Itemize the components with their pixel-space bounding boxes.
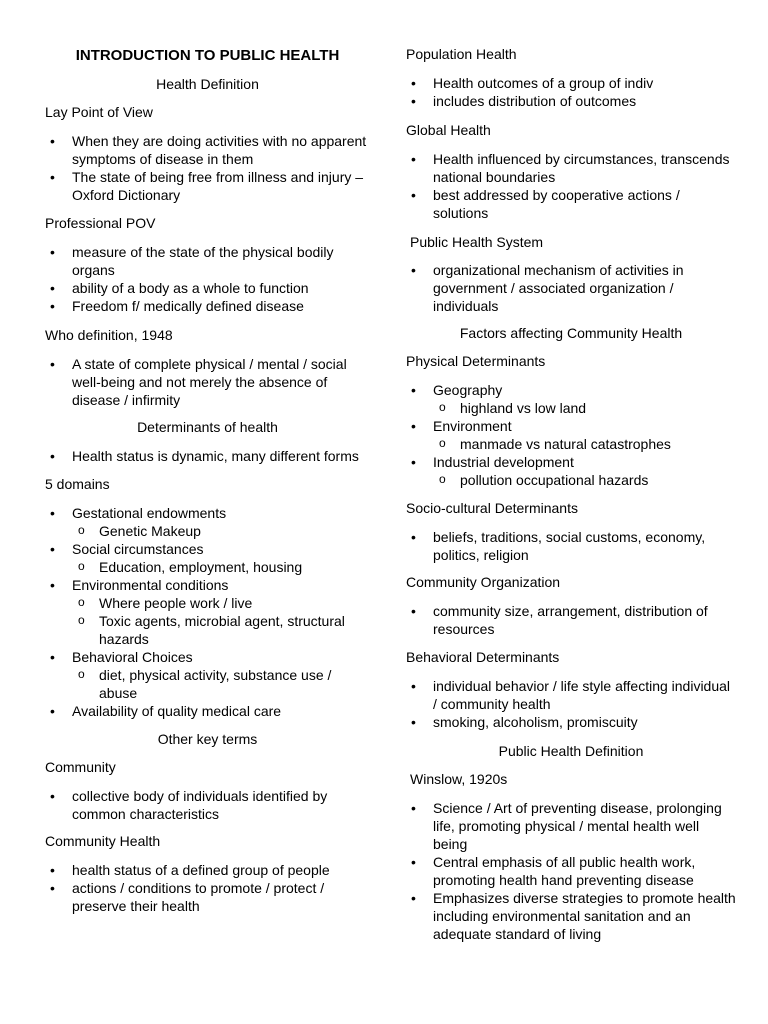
sub-list-item: o Genetic Makeup: [45, 522, 370, 540]
document-title: INTRODUCTION TO PUBLIC HEALTH: [75, 47, 340, 64]
lay-pov-list: [45, 132, 370, 204]
list-item: • individual behavior / life style affecting individual / community health: [406, 677, 736, 713]
heading-five-domains: 5 domains: [45, 476, 110, 492]
community-list: [45, 787, 370, 823]
heading-public-health-definition: Public Health Definition: [498, 743, 644, 759]
sub-list-item: o manmade vs natural catastrophes: [406, 435, 736, 453]
list-item: • Science / Art of preventing disease, prolonging life, promoting physical / mental health well being: [406, 799, 736, 853]
heading-professional-pov: Professional POV: [45, 215, 156, 231]
global-health-list: [406, 150, 736, 222]
sub-list-item: o Toxic agents, microbial agent, structural hazards: [45, 612, 370, 648]
heading-factors: Factors affecting Community Health: [459, 325, 683, 341]
list-item: • best addressed by cooperative actions / solutions: [406, 186, 736, 222]
sub-list-item: o Education, employment, housing: [45, 558, 370, 576]
list-item: • health status of a defined group of people: [45, 861, 370, 879]
community-organization-list: [406, 602, 736, 638]
list-item: • The state of being free from illness and injury – Oxford Dictionary: [45, 168, 370, 204]
list-item: • Gestational endowments: [45, 504, 370, 522]
winslow-list: [406, 799, 736, 943]
heading-public-health-system: Public Health System: [410, 234, 544, 250]
list-item: • measure of the state of the physical bodily organs: [45, 243, 370, 279]
list-item: • Availability of quality medical care: [45, 702, 370, 720]
list-item: • organizational mechanism of activities in government / associated organization / individuals: [406, 261, 736, 315]
community-health-list: [45, 861, 370, 915]
public-health-system-list: [406, 261, 736, 315]
population-health-list: [406, 74, 736, 110]
domains-list: [45, 504, 370, 720]
list-item: • Health status is dynamic, many different forms: [45, 447, 370, 465]
determinants-list: [45, 447, 370, 465]
list-item: • Environment: [406, 417, 736, 435]
heading-population-health: Population Health: [406, 46, 517, 62]
physical-determinants-list: [406, 381, 736, 489]
heading-winslow: Winslow, 1920s: [410, 771, 508, 787]
heading-global-health: Global Health: [406, 122, 491, 138]
heading-community: Community: [45, 759, 116, 775]
list-item: • beliefs, traditions, social customs, economy, politics, religion: [406, 528, 736, 564]
sub-list-item: o Where people work / live: [45, 594, 370, 612]
list-item: • Freedom f/ medically defined disease: [45, 297, 370, 315]
heading-lay-pov: Lay Point of View: [45, 104, 153, 120]
behavioral-determinants-list: [406, 677, 736, 731]
list-item: • includes distribution of outcomes: [406, 92, 736, 110]
list-item: • When they are doing activities with no apparent symptoms of disease in them: [45, 132, 370, 168]
heading-socio-cultural-determinants: Socio-cultural Determinants: [406, 500, 578, 516]
list-item: • Central emphasis of all public health work, promoting health hand preventing disease: [406, 853, 736, 889]
list-item: • Behavioral Choices: [45, 648, 370, 666]
sub-list-item: o diet, physical activity, substance use / abuse: [45, 666, 370, 702]
heading-community-organization: Community Organization: [406, 574, 561, 590]
heading-who-definition: Who definition, 1948: [45, 327, 173, 343]
sub-list-item: o pollution occupational hazards: [406, 471, 736, 489]
list-item: • smoking, alcoholism, promiscuity: [406, 713, 736, 731]
list-item: • Geography: [406, 381, 736, 399]
heading-behavioral-determinants: Behavioral Determinants: [406, 649, 560, 665]
list-item: • actions / conditions to promote / protect / preserve their health: [45, 879, 370, 915]
list-item: • Environmental conditions: [45, 576, 370, 594]
professional-pov-list: [45, 243, 370, 315]
heading-other-key-terms: Other key terms: [157, 731, 258, 747]
heading-community-health: Community Health: [45, 833, 161, 849]
list-item: • collective body of individuals identified by common characteristics: [45, 787, 370, 823]
heading-physical-determinants: Physical Determinants: [406, 353, 546, 369]
heading-health-definition: Health Definition: [156, 76, 259, 92]
sub-list-item: o highland vs low land: [406, 399, 736, 417]
list-item: • Health influenced by circumstances, transcends national boundaries: [406, 150, 736, 186]
list-item: • community size, arrangement, distribution of resources: [406, 602, 736, 638]
socio-cultural-list: [406, 528, 736, 564]
list-item: • ability of a body as a whole to function: [45, 279, 370, 297]
list-item: • Health outcomes of a group of indiv: [406, 74, 736, 92]
who-definition-list: [45, 355, 370, 409]
list-item: • Social circumstances: [45, 540, 370, 558]
list-item: • A state of complete physical / mental / social well-being and not merely the absence of disease / infirmity: [45, 355, 370, 409]
heading-determinants: Determinants of health: [137, 419, 278, 435]
list-item: • Emphasizes diverse strategies to promote health including environmental sanitation and an adequate standard of living: [406, 889, 736, 943]
list-item: • Industrial development: [406, 453, 736, 471]
